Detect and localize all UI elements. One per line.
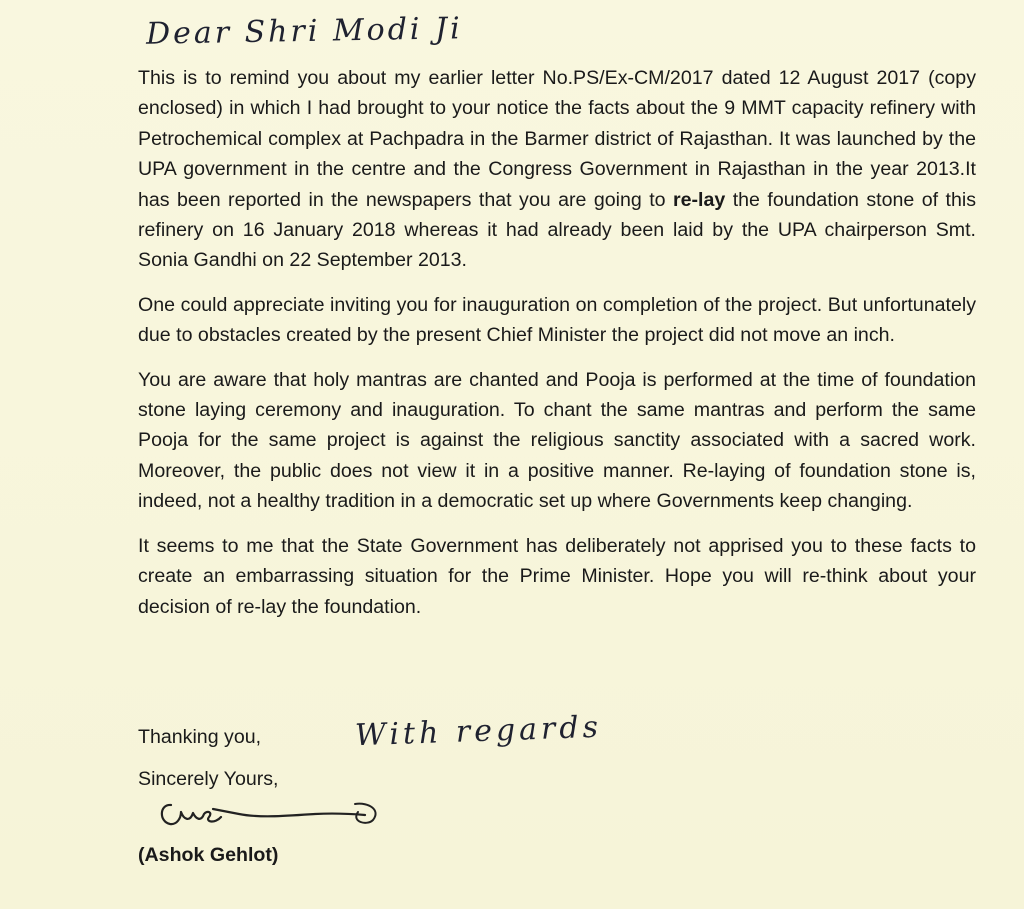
sign-off-line: Sincerely Yours, [138, 768, 279, 790]
handwritten-signature [155, 796, 385, 836]
closing-block [138, 716, 279, 800]
signer-name: (Ashok Gehlot) [138, 844, 279, 866]
paragraph-1 [138, 63, 976, 276]
paragraph-2: One could appreciate inviting you for inauguration on completion of the project. But unfortunately due to obstacles created by the present Chief Minister the project did not move an inch. [138, 293, 976, 347]
handwritten-regards: With regards [354, 709, 603, 754]
paragraph-1-text-end: the foundation stone of this refinery on 16 January 2018 whereas it had already been laid by the UPA chairperson Smt. Sonia Gandhi on 22 September 2013. [138, 188, 976, 272]
paragraph-3: You are aware that holy mantras are chanted and Pooja is performed at the time of foundation stone laying ceremony and inauguration. To chant the same mantras and perform the same Pooja for the same project is against the religious sanctity associated with a sacred work. Moreover, the public does not view it in a positive manner. Re-laying of foundation stone is, indeed, not a healthy tradition in a democratic set up where Governments keep changing. [138, 368, 976, 513]
emphasis-re-lay: re-lay [672, 188, 726, 211]
paragraph-4: It seems to me that the State Government has deliberately not apprised you to these facts to create an embarrassing situation for the Prime Minister. Hope you will re-think about your decision of re-lay the foundation. [138, 534, 976, 618]
letter-body [138, 63, 976, 622]
paragraph-1-text-start: This is to remind you about my earlier letter No.PS/Ex-CM/2017 dated 12 August 2017 (copy enclosed) in which I had brought to your notice the facts about the 9 MMT capacity refinery with Petrochemical complex at Pachpadra in the Barmer district of Rajasthan. It was launched by the UPA government in the centre and the Congress Government in Rajasthan in the year 2013.It has been reported in the newspapers that you are going to [138, 67, 976, 211]
thanking-line: Thanking you, [138, 726, 262, 748]
handwritten-salutation: Dear Shri Modi Ji [145, 11, 463, 52]
